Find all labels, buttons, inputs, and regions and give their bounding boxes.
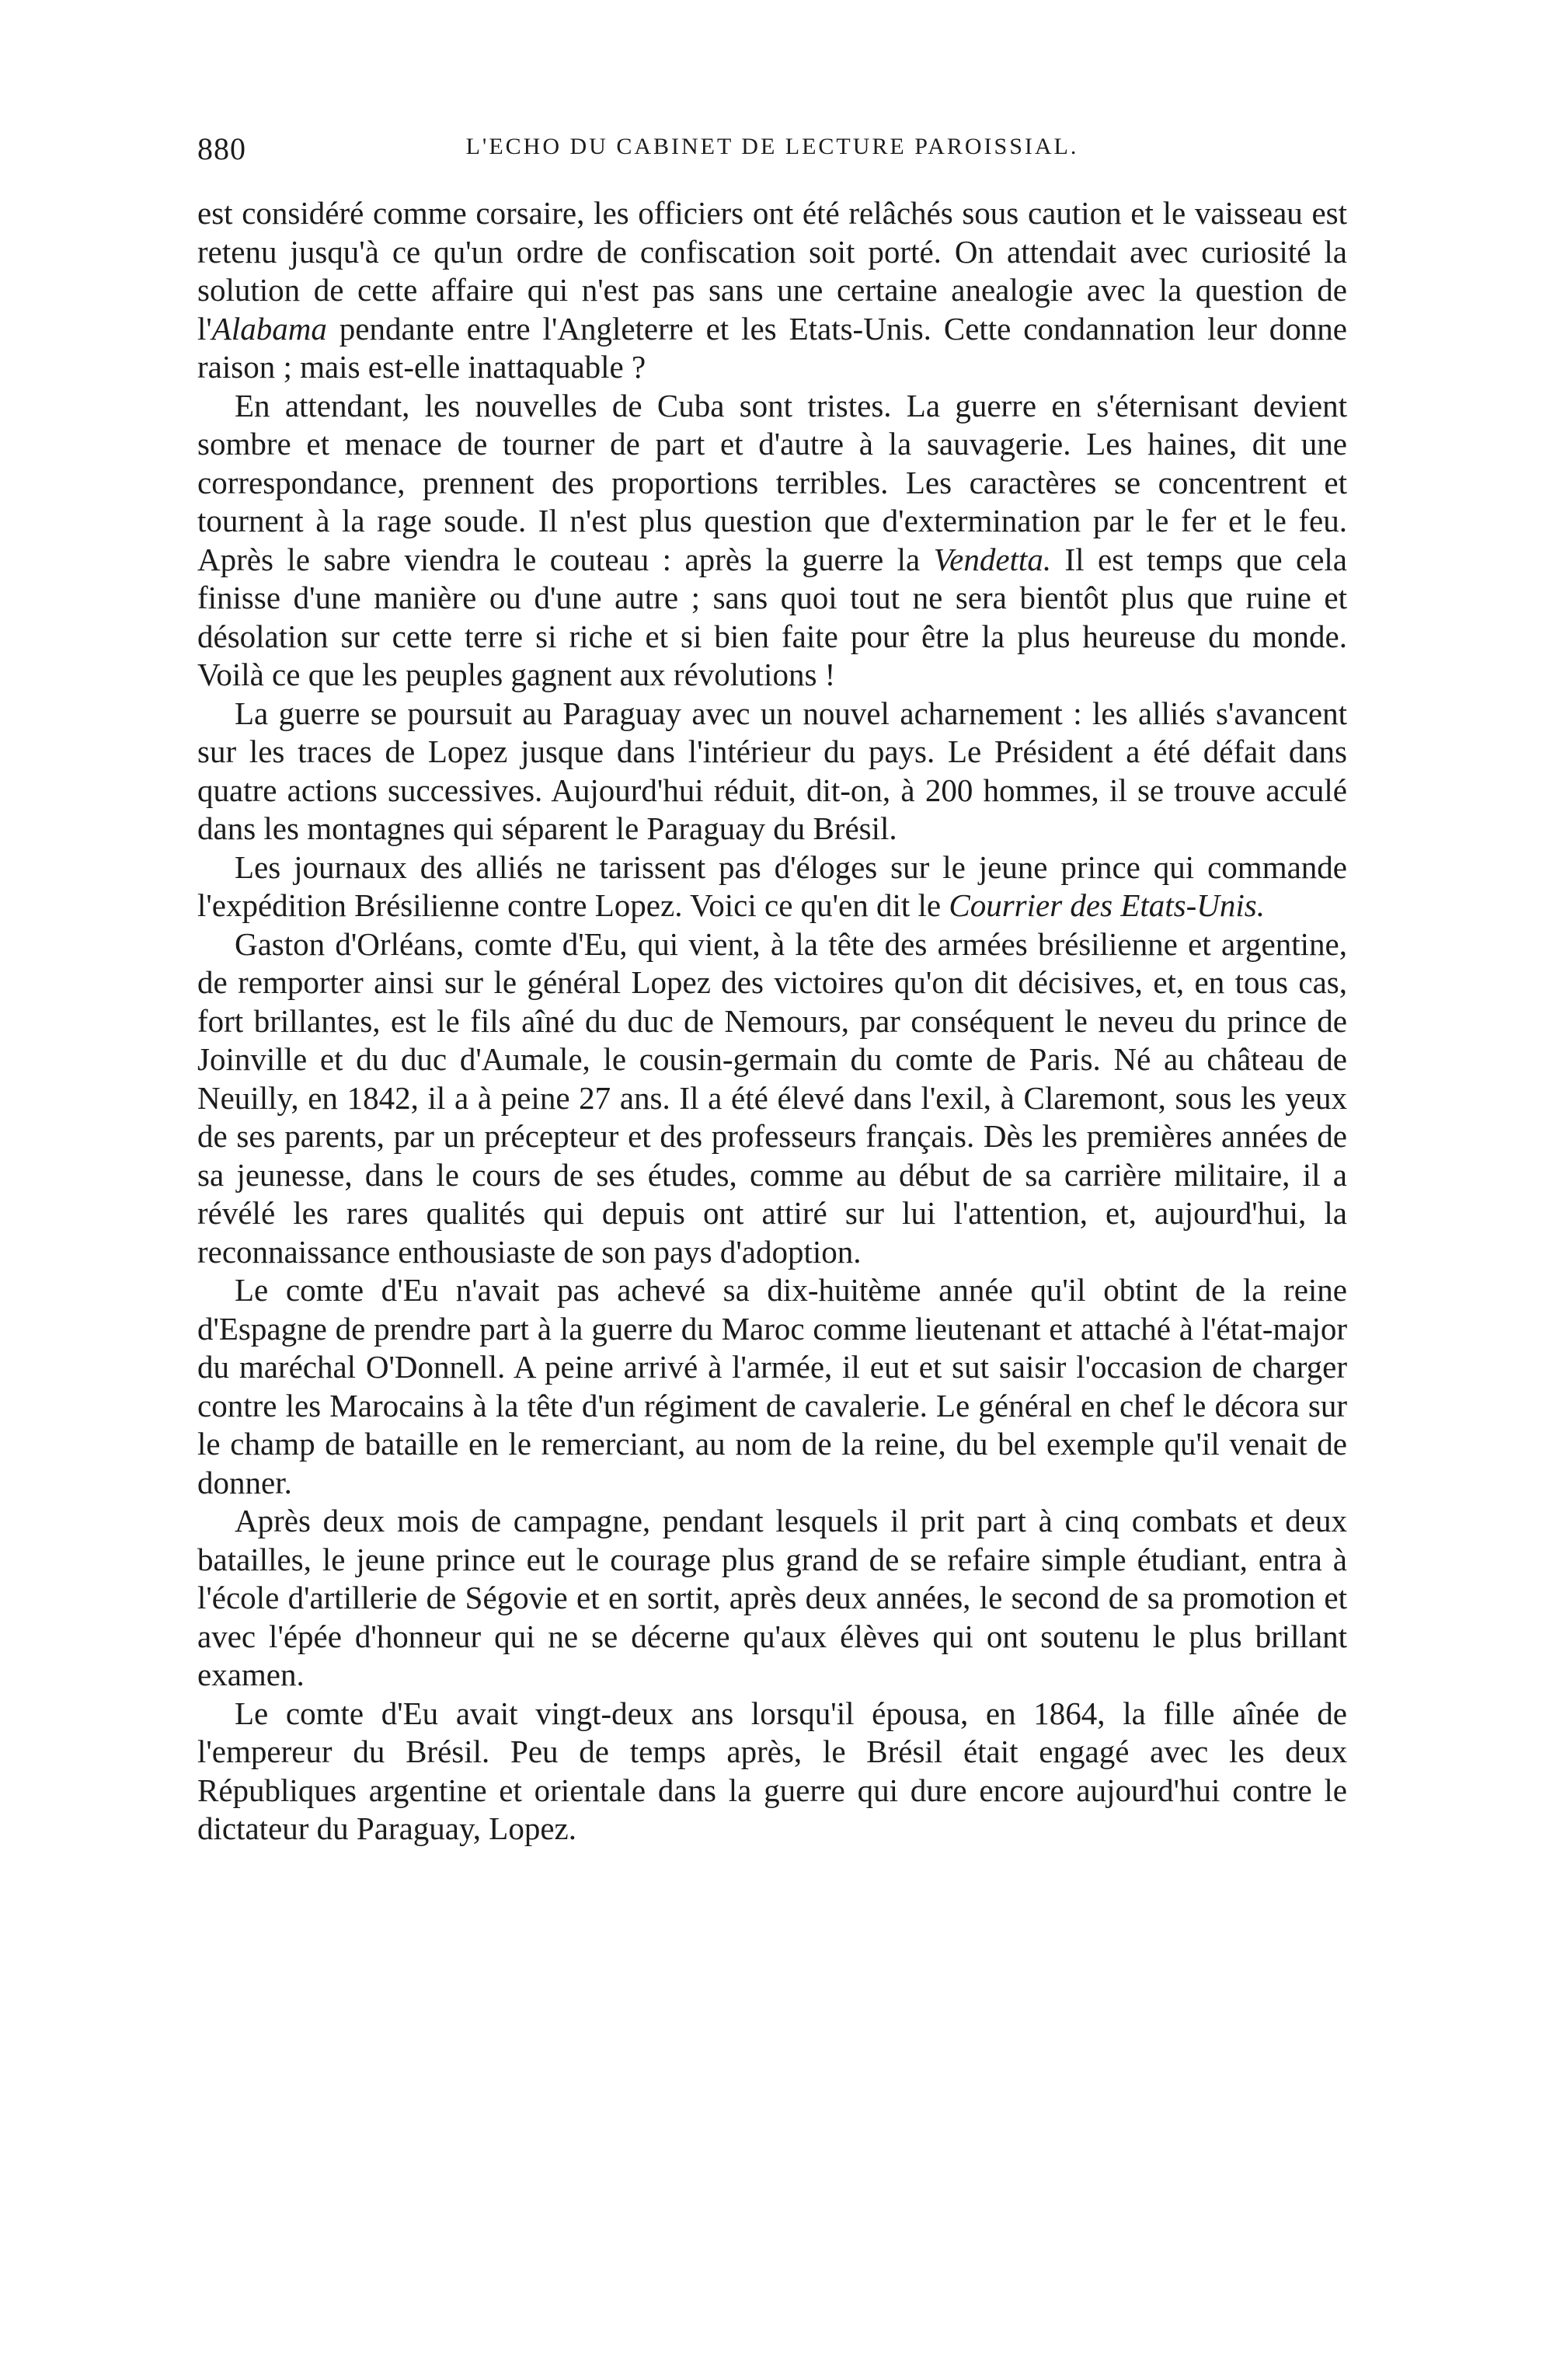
paragraph-text: Le comte d'Eu avait vingt-deux ans lorsqu'il épousa, en 1864, la fille aînée de l'empereur du Brésil. Peu de temps après, le Brésil était engagé avec les deux Républiques argentine et orientale dans la guerre qui dure encore aujourd'hui contre le dictateur du Paraguay, Lopez.	[197, 1695, 1347, 1846]
paragraph-text: La guerre se poursuit au Paraguay avec un nouvel acharnement : les alliés s'avancent sur les traces de Lopez jusque dans l'intérieur du pays. Le Président a été défait dans quatre actions successives. Aujourd'hui réduit, dit-on, à 200 hommes, il se trouve acculé dans les montagnes qui séparent le Paraguay du Brésil.	[197, 695, 1347, 846]
running-head-title: L'ECHO DU CABINET DE LECTURE PAROISSIAL.	[465, 134, 1079, 159]
paragraph	[197, 387, 1347, 695]
italic-text: Courrier des Etats-Unis.	[949, 887, 1265, 923]
italic-text: Vendetta.	[933, 541, 1052, 577]
paragraph-text: Le comte d'Eu n'avait pas achevé sa dix-huitème année qu'il obtint de la reine d'Espagne de prendre part à la guerre du Maroc comme lieutenant et attaché à l'état-major du maréchal O'Donnell. A peine arrivé à l'armée, il eut et sut saisir l'occasion de charger contre les Marocains à la tête d'un régiment de cavalerie. Le général en chef le décora sur le champ de bataille en le remerciant, au nom de la reine, du bel exemple qu'il venait de donner.	[197, 1272, 1347, 1500]
paragraph-text: Après deux mois de campagne, pendant lesquels il prit part à cinq combats et deux batailles, le jeune prince eut le courage plus grand de se refaire simple étudiant, entra à l'école d'artillerie de Ségovie et en sortit, après deux années, le second de sa promotion et avec l'épée d'honneur qui ne se décerne qu'aux élèves qui ont soutenu le plus brillant examen.	[197, 1503, 1347, 1692]
paragraph-text: Il est temps que cela finisse d'une manière ou d'une autre ; sans quoi tout ne sera bientôt plus que ruine et désolation sur cette terre si riche et si bien faite pour être la plus heureuse du monde. Voilà ce que les peuples gagnent aux révolutions !	[197, 541, 1347, 692]
paragraph-text: Gaston d'Orléans, comte d'Eu, qui vient, à la tête des armées brésilienne et argentine, de remporter ainsi sur le général Lopez des victoires qu'on dit décisives, et, en tous cas, fort brillantes, est le fils aîné du duc de Nemours, par conséquent le neveu du prince de Joinville et du duc d'Aumale, le cousin-germain du comte de Paris. Né au château de Neuilly, en 1842, il a à peine 27 ans. Il a été élevé dans l'exil, à Claremont, sous les yeux de ses parents, par un précepteur et des professeurs français. Dès les premières années de sa jeunesse, dans le cours de ses études, comme au début de sa carrière militaire, il a révélé les rares qualités qui depuis ont attiré sur lui l'attention, et, aujourd'hui, la reconnaissance enthousiaste de son pays d'adoption.	[197, 925, 1347, 1270]
italic-text: Alabama	[211, 310, 327, 347]
paragraph	[197, 695, 1347, 849]
page-number: 880	[197, 131, 246, 166]
paragraph-text: En attendant, les nouvelles de Cuba sont tristes. La guerre en s'éternisant devient sombre et menace de tourner de part et d'autre à la sauvagerie. Les haines, dit une correspondance, prennent des proportions terribles. Les caractères se concentrent et tournent à la rage soude. Il n'est plus question que d'extermination par le fer et le feu. Après le sabre viendra le couteau : après la guerre la	[197, 387, 1347, 577]
running-head	[197, 131, 1347, 174]
paragraph-text: est considéré comme corsaire, les officiers ont été relâchés sous caution et le vaisseau est retenu jusqu'à ce qu'un ordre de confiscation soit porté. On attendait avec curiosité la solution de cette affaire qui n'est pas sans une certaine anealogie avec la question de l'	[197, 195, 1347, 347]
paragraph	[197, 925, 1347, 1272]
paragraph	[197, 194, 1347, 387]
book-page	[197, 0, 1347, 2380]
paragraph	[197, 1695, 1347, 1849]
paragraph-text: Les journaux des alliés ne tarissent pas d'éloges sur le jeune prince qui commande l'expédition Brésilienne contre Lopez. Voici ce qu'en dit le	[197, 849, 1347, 923]
body-text	[197, 194, 1347, 1849]
paragraph	[197, 849, 1347, 925]
paragraph	[197, 1502, 1347, 1695]
paragraph-text: pendante entre l'Angleterre et les Etats-Unis. Cette condannation leur donne raison ; mais est-elle inattaquable ?	[197, 310, 1347, 385]
paragraph	[197, 1271, 1347, 1502]
